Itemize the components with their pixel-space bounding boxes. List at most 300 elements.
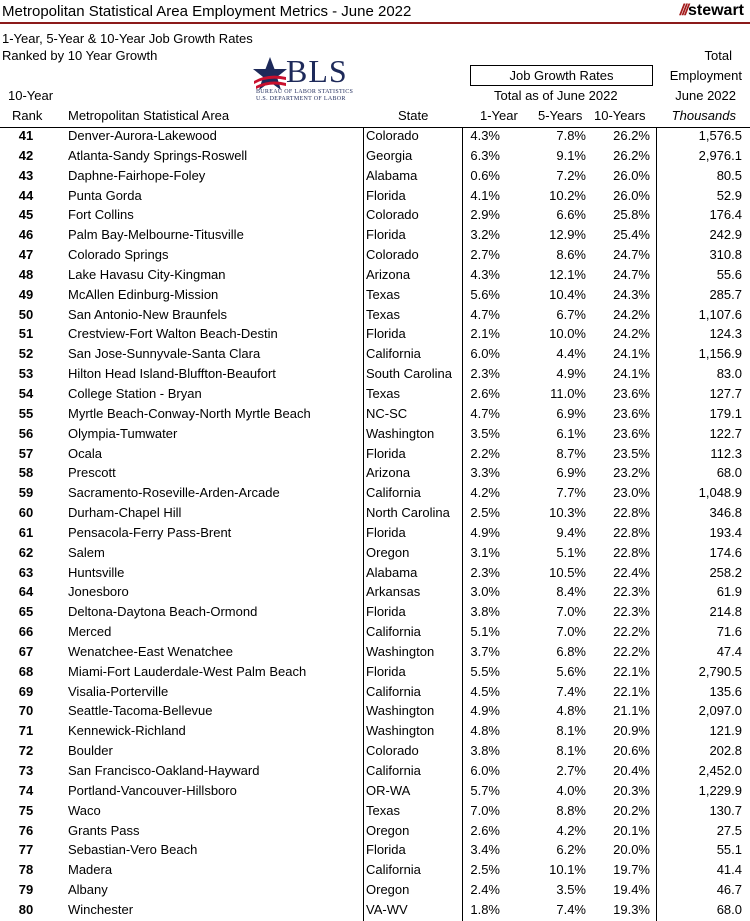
growth-10yr-cell: 24.2% — [613, 306, 650, 322]
growth-10yr-cell: 22.8% — [613, 544, 650, 560]
msa-cell: Olympia-Tumwater — [68, 425, 178, 441]
msa-cell: Deltona-Daytona Beach-Ormond — [68, 604, 258, 620]
growth-1yr-cell: 6.3% — [470, 147, 500, 163]
employment-cell: 80.5 — [716, 167, 742, 183]
table-row — [0, 642, 750, 662]
growth-5yr-cell: 7.4% — [556, 683, 586, 699]
growth-10yr-cell: 19.3% — [613, 901, 650, 917]
msa-cell: Sebastian-Vero Beach — [68, 842, 198, 858]
growth-1yr-cell: 4.1% — [470, 187, 500, 203]
table-row — [0, 840, 750, 860]
growth-1yr-cell: 3.4% — [470, 842, 500, 858]
rank-cell: 66 — [18, 624, 34, 640]
rank-cell: 57 — [18, 445, 34, 461]
rank-cell: 78 — [18, 862, 34, 878]
subtitle-growth-rates: 1-Year, 5-Year & 10-Year Job Growth Rates — [2, 31, 253, 46]
growth-1yr-cell: 3.5% — [470, 425, 500, 441]
rank-cell: 48 — [18, 266, 34, 282]
msa-cell: Myrtle Beach-Conway-North Myrtle Beach — [68, 405, 311, 421]
growth-10yr-cell: 22.2% — [613, 624, 650, 640]
growth-10yr-cell: 25.8% — [613, 207, 650, 223]
employment-cell: 1,107.6 — [698, 306, 742, 322]
table-row — [0, 285, 750, 305]
growth-10yr-cell: 26.0% — [613, 187, 650, 203]
employment-cell: 2,097.0 — [698, 703, 742, 719]
employment-cell: 68.0 — [716, 901, 742, 917]
state-cell: Washington — [366, 425, 435, 441]
msa-cell: Palm Bay-Melbourne-Titusville — [68, 227, 244, 243]
state-cell: Alabama — [366, 564, 418, 580]
header-state: State — [398, 108, 429, 123]
growth-10yr-cell: 22.8% — [613, 524, 650, 540]
column-divider-state — [363, 127, 364, 921]
growth-10yr-cell: 25.4% — [613, 227, 650, 243]
msa-cell: Visalia-Porterville — [68, 683, 169, 699]
page-title: Metropolitan Statistical Area Employment Metrics - June 2022 — [2, 3, 412, 20]
growth-10yr-cell: 22.3% — [613, 604, 650, 620]
employment-cell: 179.1 — [709, 405, 742, 421]
growth-1yr-cell: 6.0% — [470, 763, 500, 778]
employment-cell: 202.8 — [709, 743, 742, 759]
msa-cell: McAllen Edinburg-Mission — [68, 286, 219, 302]
state-cell: Florida — [366, 445, 406, 461]
growth-1yr-cell: 4.3% — [470, 128, 500, 143]
growth-1yr-cell: 2.4% — [470, 882, 500, 898]
growth-1yr-cell: 5.1% — [470, 624, 500, 640]
growth-1yr-cell: 2.2% — [470, 445, 500, 461]
rank-cell: 67 — [18, 643, 34, 659]
growth-5yr-cell: 10.0% — [549, 326, 586, 342]
growth-5yr-cell: 7.0% — [556, 604, 586, 620]
msa-cell: College Station - Bryan — [68, 385, 202, 401]
growth-10yr-cell: 24.7% — [613, 266, 650, 282]
msa-cell: Sacramento-Roseville-Arden-Arcade — [68, 485, 280, 501]
employment-cell: 41.4 — [716, 862, 742, 878]
state-cell: California — [366, 683, 421, 699]
msa-cell: Durham-Chapel Hill — [68, 505, 182, 521]
rank-cell: 49 — [18, 286, 34, 302]
growth-10yr-cell: 23.6% — [613, 385, 650, 401]
msa-cell: Wenatchee-East Wenatchee — [68, 643, 234, 659]
growth-10yr-cell: 23.5% — [613, 445, 650, 461]
growth-5yr-cell: 10.5% — [549, 564, 586, 580]
msa-table-body — [0, 126, 750, 920]
column-divider-employment — [656, 127, 657, 921]
header-emp-employment: Employment — [669, 68, 742, 83]
rank-cell: 68 — [18, 663, 34, 679]
employment-cell: 2,976.1 — [698, 147, 742, 163]
state-cell: California — [366, 346, 421, 362]
table-row — [0, 463, 750, 483]
header-emp-unit: Thousands — [671, 108, 736, 123]
table-row — [0, 900, 750, 920]
employment-cell: 55.6 — [716, 266, 742, 282]
growth-10yr-cell: 21.1% — [613, 703, 650, 719]
growth-1yr-cell: 2.9% — [470, 207, 500, 223]
bls-logo-word: BLS — [286, 53, 348, 89]
state-cell: Texas — [366, 306, 400, 322]
state-cell: Florida — [366, 326, 406, 342]
state-cell: OR-WA — [366, 782, 411, 798]
state-cell: Florida — [366, 187, 406, 203]
growth-5yr-cell: 7.2% — [556, 167, 586, 183]
table-row — [0, 761, 750, 781]
growth-10yr-cell: 24.1% — [613, 346, 650, 362]
growth-10yr-cell: 22.1% — [613, 683, 650, 699]
growth-1yr-cell: 4.2% — [470, 485, 500, 501]
rank-cell: 64 — [18, 584, 34, 600]
table-row — [0, 245, 750, 265]
rank-cell: 54 — [18, 385, 34, 401]
table-row — [0, 305, 750, 325]
rank-cell: 42 — [18, 147, 34, 163]
rank-cell: 44 — [18, 187, 34, 203]
header-1-year: 1-Year — [480, 108, 518, 123]
growth-1yr-cell: 2.5% — [470, 862, 500, 878]
employment-cell: 55.1 — [716, 842, 742, 858]
rank-cell: 79 — [18, 882, 34, 898]
table-row — [0, 741, 750, 761]
stewart-slashes-icon: /// — [679, 2, 687, 19]
state-cell: California — [366, 485, 421, 501]
msa-cell: Salem — [68, 544, 105, 560]
bls-logo-line2: U.S. DEPARTMENT OF LABOR — [256, 96, 346, 102]
growth-10yr-cell: 20.2% — [613, 802, 650, 818]
growth-1yr-cell: 4.5% — [470, 683, 500, 699]
growth-5yr-cell: 10.3% — [549, 505, 586, 521]
state-cell: VA-WV — [366, 901, 408, 917]
table-row — [0, 503, 750, 523]
growth-5yr-cell: 6.1% — [556, 425, 586, 441]
state-cell: California — [366, 862, 421, 878]
state-cell: Washington — [366, 643, 435, 659]
rank-cell: 52 — [18, 346, 34, 362]
state-cell: South Carolina — [366, 366, 452, 382]
rank-cell: 72 — [18, 743, 34, 759]
employment-cell: 1,156.9 — [698, 346, 742, 362]
header-rank-top: 10-Year — [8, 88, 54, 103]
employment-cell: 122.7 — [709, 425, 742, 441]
growth-5yr-cell: 11.0% — [550, 385, 586, 401]
header-10-years: 10-Years — [594, 108, 646, 123]
msa-cell: Hilton Head Island-Bluffton-Beaufort — [68, 366, 276, 382]
msa-cell: Daphne-Fairhope-Foley — [68, 167, 206, 183]
table-row — [0, 166, 750, 186]
msa-cell: Merced — [68, 624, 112, 640]
table-row — [0, 801, 750, 821]
growth-5yr-cell: 8.8% — [556, 802, 586, 818]
growth-5yr-cell: 4.8% — [556, 703, 586, 719]
msa-cell: Punta Gorda — [68, 187, 142, 203]
rank-cell: 75 — [18, 802, 34, 818]
header-rank: Rank — [12, 108, 43, 123]
employment-cell: 242.9 — [709, 227, 742, 243]
employment-cell: 1,576.5 — [698, 128, 742, 143]
table-row — [0, 880, 750, 900]
growth-10yr-cell: 20.1% — [613, 822, 650, 838]
msa-cell: Seattle-Tacoma-Bellevue — [68, 703, 213, 719]
growth-1yr-cell: 5.5% — [470, 663, 500, 679]
rank-cell: 55 — [18, 405, 34, 421]
growth-5yr-cell: 9.4% — [556, 524, 586, 540]
growth-5yr-cell: 10.4% — [549, 286, 586, 302]
rank-cell: 58 — [18, 465, 34, 481]
title-bar — [0, 0, 750, 24]
stewart-logo — [680, 2, 744, 20]
msa-cell: Winchester — [68, 901, 134, 917]
state-cell: Florida — [366, 842, 406, 858]
employment-cell: 176.4 — [709, 207, 742, 223]
table-row — [0, 344, 750, 364]
msa-cell: Pensacola-Ferry Pass-Brent — [68, 524, 232, 540]
rank-cell: 69 — [18, 683, 34, 699]
state-cell: California — [366, 763, 421, 778]
growth-5yr-cell: 8.1% — [556, 723, 586, 739]
stewart-logo-text: stewart — [687, 2, 744, 19]
growth-10yr-cell: 19.7% — [613, 862, 650, 878]
growth-1yr-cell: 2.1% — [470, 326, 500, 342]
rank-cell: 43 — [18, 167, 34, 183]
column-divider-rates — [462, 127, 463, 921]
employment-cell: 193.4 — [709, 524, 742, 540]
table-row — [0, 364, 750, 384]
growth-1yr-cell: 4.3% — [470, 266, 500, 282]
growth-5yr-cell: 5.1% — [556, 544, 586, 560]
table-row — [0, 404, 750, 424]
state-cell: Colorado — [366, 207, 419, 223]
employment-cell: 52.9 — [716, 187, 742, 203]
state-cell: Arizona — [366, 465, 411, 481]
state-cell: Washington — [366, 703, 435, 719]
rank-cell: 62 — [18, 544, 34, 560]
rank-cell: 65 — [18, 604, 34, 620]
rank-cell: 70 — [18, 703, 34, 719]
table-row — [0, 860, 750, 880]
bls-logo-line1: BUREAU OF LABOR STATISTICS — [256, 89, 354, 95]
table-row — [0, 682, 750, 702]
employment-cell: 47.4 — [716, 643, 742, 659]
growth-1yr-cell: 3.3% — [470, 465, 500, 481]
table-row — [0, 582, 750, 602]
employment-cell: 1,048.9 — [698, 485, 742, 501]
growth-1yr-cell: 4.7% — [470, 405, 500, 421]
msa-cell: San Francisco-Oakland-Hayward — [68, 763, 260, 778]
table-row — [0, 701, 750, 721]
growth-1yr-cell: 1.8% — [470, 901, 500, 917]
growth-5yr-cell: 7.8% — [556, 128, 586, 143]
growth-10yr-cell: 23.6% — [613, 425, 650, 441]
state-cell: California — [366, 624, 421, 640]
state-cell: Colorado — [366, 128, 419, 143]
growth-1yr-cell: 2.6% — [470, 385, 500, 401]
msa-cell: San Jose-Sunnyvale-Santa Clara — [68, 346, 261, 362]
rank-cell: 74 — [18, 782, 34, 798]
growth-10yr-cell: 24.7% — [613, 247, 650, 263]
table-row — [0, 205, 750, 225]
state-cell: Florida — [366, 227, 406, 243]
header-emp-total: Total — [704, 48, 732, 63]
growth-10yr-cell: 22.8% — [613, 505, 650, 521]
growth-10yr-cell: 19.4% — [613, 882, 650, 898]
growth-5yr-cell: 4.0% — [556, 782, 586, 798]
growth-10yr-cell: 24.3% — [613, 286, 650, 302]
growth-1yr-cell: 4.9% — [470, 703, 500, 719]
rank-cell: 71 — [18, 723, 34, 739]
rank-cell: 46 — [18, 227, 34, 243]
growth-5yr-cell: 6.2% — [556, 842, 586, 858]
state-cell: Washington — [366, 723, 435, 739]
employment-cell: 121.9 — [709, 723, 742, 739]
msa-cell: Prescott — [68, 465, 116, 481]
employment-cell: 135.6 — [709, 683, 742, 699]
growth-10yr-cell: 22.2% — [613, 643, 650, 659]
state-cell: Florida — [366, 604, 406, 620]
state-cell: Arkansas — [366, 584, 421, 600]
growth-5yr-cell: 8.6% — [556, 247, 586, 263]
state-cell: Alabama — [366, 167, 418, 183]
subtitle-ranked: Ranked by 10 Year Growth — [2, 48, 158, 63]
employment-cell: 285.7 — [709, 286, 742, 302]
msa-cell: Albany — [68, 882, 108, 898]
growth-10yr-cell: 23.0% — [613, 485, 650, 501]
employment-cell: 27.5 — [716, 822, 742, 838]
growth-5yr-cell: 4.2% — [556, 822, 586, 838]
employment-cell: 46.7 — [716, 882, 742, 898]
growth-5yr-cell: 8.4% — [556, 584, 586, 600]
table-row — [0, 622, 750, 642]
growth-1yr-cell: 5.6% — [470, 286, 500, 302]
growth-5yr-cell: 8.7% — [556, 445, 586, 461]
growth-1yr-cell: 4.9% — [470, 524, 500, 540]
table-row — [0, 324, 750, 344]
state-cell: Georgia — [366, 147, 413, 163]
growth-5yr-cell: 6.9% — [556, 465, 586, 481]
msa-cell: Fort Collins — [68, 207, 134, 223]
growth-5yr-cell: 4.4% — [556, 346, 586, 362]
growth-1yr-cell: 6.0% — [470, 346, 500, 362]
growth-10yr-cell: 22.1% — [613, 663, 650, 679]
growth-10yr-cell: 22.4% — [613, 564, 650, 580]
growth-10yr-cell: 20.6% — [613, 743, 650, 759]
growth-5yr-cell: 6.7% — [556, 306, 586, 322]
rank-cell: 63 — [18, 564, 34, 580]
growth-1yr-cell: 2.5% — [470, 505, 500, 521]
rank-cell: 61 — [18, 524, 34, 540]
employment-cell: 71.6 — [716, 624, 742, 640]
employment-cell: 214.8 — [709, 604, 742, 620]
state-cell: Colorado — [366, 247, 419, 263]
growth-1yr-cell: 3.1% — [470, 544, 500, 560]
rank-cell: 51 — [18, 326, 34, 342]
growth-5yr-cell: 7.7% — [556, 485, 586, 501]
rank-cell: 47 — [18, 247, 34, 263]
growth-10yr-cell: 24.2% — [613, 326, 650, 342]
table-row — [0, 563, 750, 583]
table-row — [0, 602, 750, 622]
growth-5yr-cell: 8.1% — [556, 743, 586, 759]
rank-cell: 53 — [18, 366, 34, 382]
growth-5yr-cell: 4.9% — [556, 366, 586, 382]
state-cell: Florida — [366, 663, 406, 679]
state-cell: Florida — [366, 524, 406, 540]
growth-10yr-cell: 20.9% — [613, 723, 650, 739]
msa-cell: Denver-Aurora-Lakewood — [68, 128, 217, 143]
growth-5yr-cell: 7.0% — [556, 624, 586, 640]
table-row — [0, 265, 750, 285]
growth-5yr-cell: 12.1% — [549, 266, 586, 282]
table-row — [0, 444, 750, 464]
rank-cell: 59 — [18, 485, 34, 501]
state-cell: Oregon — [366, 882, 410, 898]
rank-cell: 45 — [18, 207, 34, 223]
state-cell: Texas — [366, 286, 400, 302]
growth-10yr-cell: 22.3% — [613, 584, 650, 600]
employment-cell: 124.3 — [709, 326, 742, 342]
state-cell: Oregon — [366, 822, 410, 838]
table-row — [0, 186, 750, 206]
rank-cell: 56 — [18, 425, 34, 441]
growth-1yr-cell: 3.8% — [470, 604, 500, 620]
state-cell: Texas — [366, 802, 400, 818]
growth-1yr-cell: 2.3% — [470, 366, 500, 382]
msa-cell: Atlanta-Sandy Springs-Roswell — [68, 147, 248, 163]
header-msa: Metropolitan Statistical Area — [68, 108, 230, 123]
msa-cell: Waco — [68, 802, 101, 818]
msa-cell: Madera — [68, 862, 113, 878]
table-row — [0, 662, 750, 682]
state-cell: Colorado — [366, 743, 419, 759]
employment-cell: 2,790.5 — [698, 663, 742, 679]
growth-1yr-cell: 3.8% — [470, 743, 500, 759]
growth-10yr-cell: 23.6% — [613, 405, 650, 421]
header-job-growth-rates: Job Growth Rates — [470, 65, 653, 86]
growth-5yr-cell: 5.6% — [556, 663, 586, 679]
rank-cell: 77 — [18, 842, 34, 858]
employment-cell: 258.2 — [709, 564, 742, 580]
msa-cell: Boulder — [68, 743, 113, 759]
table-row — [0, 821, 750, 841]
msa-cell: Colorado Springs — [68, 247, 169, 263]
growth-5yr-cell: 12.9% — [549, 227, 586, 243]
employment-cell: 1,229.9 — [698, 782, 742, 798]
growth-1yr-cell: 4.8% — [470, 723, 500, 739]
growth-5yr-cell: 6.9% — [556, 405, 586, 421]
state-cell: Oregon — [366, 544, 410, 560]
growth-1yr-cell: 3.2% — [470, 227, 500, 243]
employment-cell: 2,452.0 — [698, 763, 742, 778]
msa-cell: San Antonio-New Braunfels — [68, 306, 227, 322]
growth-5yr-cell: 3.5% — [556, 882, 586, 898]
growth-5yr-cell: 7.4% — [556, 901, 586, 917]
table-row — [0, 225, 750, 245]
growth-1yr-cell: 2.3% — [470, 564, 500, 580]
growth-1yr-cell: 5.7% — [470, 782, 500, 798]
header-total-as-of: Total as of June 2022 — [494, 88, 618, 103]
employment-cell: 68.0 — [716, 465, 742, 481]
growth-1yr-cell: 3.0% — [470, 584, 500, 600]
employment-cell: 346.8 — [709, 505, 742, 521]
msa-cell: Kennewick-Richland — [68, 723, 186, 739]
growth-5yr-cell: 10.1% — [549, 862, 586, 878]
growth-5yr-cell: 10.2% — [549, 187, 586, 203]
msa-cell: Ocala — [68, 445, 102, 461]
msa-cell: Huntsville — [68, 564, 125, 580]
bls-logo — [250, 55, 360, 105]
msa-cell: Jonesboro — [68, 584, 129, 600]
employment-cell: 310.8 — [709, 247, 742, 263]
growth-1yr-cell: 3.7% — [470, 643, 500, 659]
state-cell: NC-SC — [366, 405, 408, 421]
